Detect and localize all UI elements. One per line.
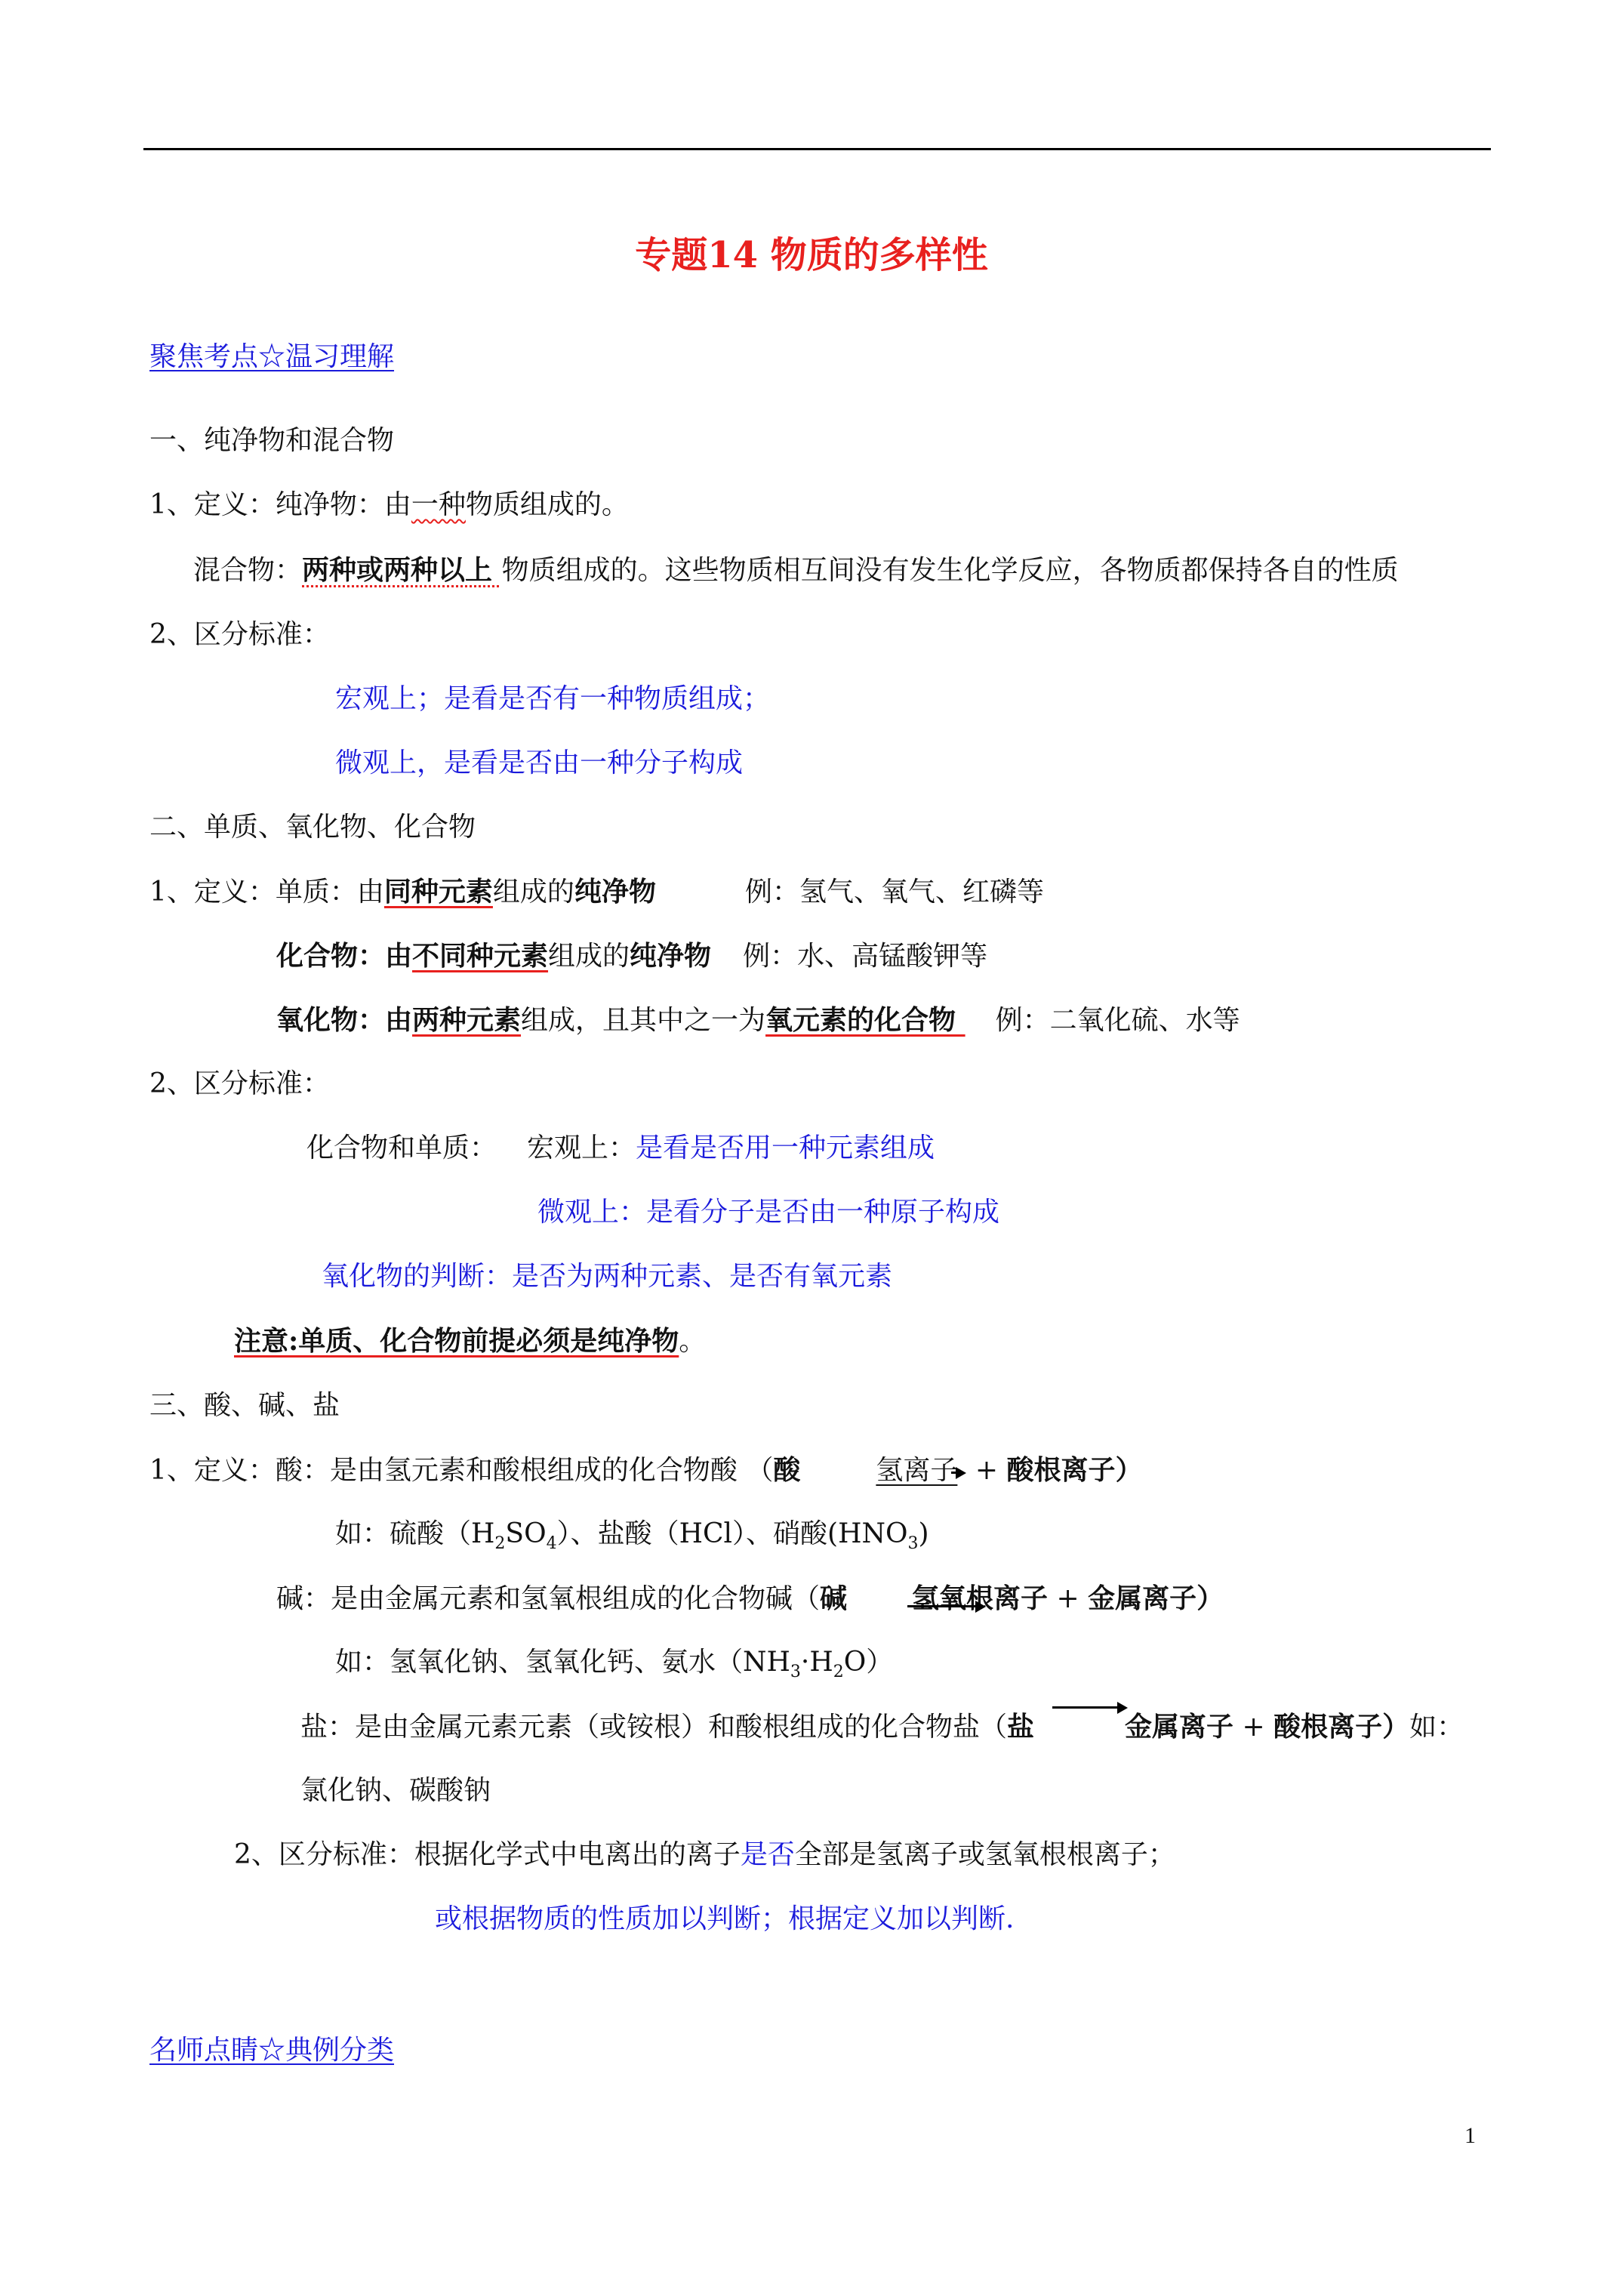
emphasis-text: 一种 <box>411 489 466 520</box>
definition-oxide <box>276 1000 1240 1040</box>
emphasis-text: 两种或两种以上 <box>302 554 502 586</box>
emphasis-text: 同种元素 <box>383 876 493 908</box>
heading-pure-and-mixture: 一、纯净物和混合物 <box>149 425 395 456</box>
text: + <box>1233 1712 1274 1743</box>
text: ·H <box>800 1647 833 1678</box>
text: 混合物： <box>193 555 303 586</box>
text: 物质组成的。这些物质相互间没有发生化学反应，各物质都保持各自的性质 <box>501 555 1399 586</box>
text: 如：氢氧化钠、氢氧化钙、氨水（NH <box>335 1647 790 1678</box>
header-rule <box>143 148 1491 150</box>
salt-examples: 氯化钠、碳酸钠 <box>300 1775 491 1806</box>
arrow-icon <box>1052 1703 1128 1711</box>
text: 是否 <box>740 1839 795 1870</box>
text: + <box>1048 1583 1089 1614</box>
text: 碱 <box>820 1583 848 1614</box>
micro-criterion: 微观上，是看是否由一种分子构成 <box>335 747 744 778</box>
text: 化合物：由 <box>276 940 413 972</box>
text: 碱：是由金属元素和氢氧根组成的化合物碱（ <box>276 1583 821 1614</box>
text: 盐：是由金属元素元素（或铵根）和酸根组成的化合物盐（ <box>300 1712 1008 1743</box>
emphasis-text: 纯净物 <box>574 876 656 908</box>
compound-vs-element-criterion <box>306 1129 935 1168</box>
definition-acid <box>149 1450 1142 1490</box>
arrow-icon <box>951 1469 966 1476</box>
text: 金属离子） <box>1088 1583 1224 1614</box>
page-title: 专题14 物质的多样性 <box>635 234 988 276</box>
text: 氢氧根离子 <box>912 1583 1049 1614</box>
text: 酸根离子） <box>1273 1711 1410 1743</box>
text: 全部是氢离子或氢氧根根离子； <box>794 1839 1175 1870</box>
text: 组成的 <box>548 941 630 972</box>
emphasis-text: 两种元素 <box>412 1004 522 1036</box>
text: 物质组成的。 <box>465 489 629 520</box>
macro-criterion: 宏观上；是看是否有一种物质组成； <box>335 683 771 714</box>
subscript: 4 <box>546 1534 557 1553</box>
emphasis-text: 纯净物 <box>630 940 712 972</box>
text: + <box>966 1455 1007 1486</box>
micro-criterion-atoms: 微观上：是看分子是否由一种原子构成 <box>537 1197 1000 1228</box>
text: ）、盐酸（HCl）、硝酸(HNO <box>556 1518 908 1549</box>
distinguish-by-properties: 或根据物质的性质加以判断；根据定义加以判断. <box>435 1903 1015 1934</box>
definition-mixture <box>193 550 1399 590</box>
note-text: 注意:单质、化合物前提必须是纯净物 <box>234 1325 679 1357</box>
text: 如：硫酸（H <box>335 1518 495 1549</box>
page-number: 1 <box>1464 2123 1476 2148</box>
distinguish-acid-base <box>234 1835 1175 1875</box>
emphasis-text: 氧元素的化合物 <box>765 1004 965 1036</box>
text: 如： <box>1409 1712 1464 1743</box>
heading-distinguish-1: 2、区分标准： <box>149 619 330 650</box>
definition-pure-substance <box>149 485 629 525</box>
note-pure-prerequisite <box>234 1321 706 1361</box>
subscript: 3 <box>790 1663 801 1681</box>
text: 宏观上： <box>527 1133 636 1163</box>
text: ) <box>918 1518 929 1549</box>
heading-acid-base-salt: 三、酸、碱、盐 <box>149 1390 340 1421</box>
heading-distinguish-2: 2、区分标准： <box>149 1068 330 1099</box>
emphasis-text: 不同种元素 <box>412 940 549 972</box>
subscript: 3 <box>907 1534 919 1553</box>
oxide-criterion: 氧化物的判断：是否为两种元素、是否有氧元素 <box>322 1261 893 1292</box>
text: 化合物和单质： <box>306 1133 497 1163</box>
definition-salt <box>300 1707 1464 1747</box>
text: 1、定义：酸：是由氢元素和酸根组成的化合物酸 （ <box>149 1455 774 1486</box>
text: 酸根离子） <box>1006 1454 1143 1486</box>
text: 2、区分标准：根据化学式中电离出的离子 <box>234 1839 741 1870</box>
section-link-teacher-examples[interactable]: 名师点睛☆典例分类 <box>149 2035 395 2066</box>
section-link-focus-points[interactable]: 聚焦考点☆温习理解 <box>149 341 395 372</box>
text: SO <box>505 1518 547 1549</box>
text: 酸 <box>773 1454 801 1486</box>
text: 1、定义：纯净物：由 <box>149 489 411 520</box>
definition-base <box>276 1579 1224 1619</box>
definition-element <box>149 872 1044 912</box>
criterion-text: 是看是否用一种元素组成 <box>636 1133 935 1163</box>
text: 金属离子 <box>1125 1711 1234 1743</box>
arrow-icon <box>907 1602 986 1610</box>
text: 。 <box>679 1326 707 1357</box>
subscript: 2 <box>494 1534 506 1553</box>
text: 组成的 <box>492 877 574 908</box>
text: O） <box>843 1647 894 1678</box>
base-examples <box>335 1643 893 1682</box>
text: 组成，且其中之一为 <box>521 1005 766 1036</box>
example-text: 例：水、高锰酸钾等 <box>743 941 988 972</box>
text: 氧化物：由 <box>276 1004 413 1036</box>
text: 盐 <box>1007 1711 1035 1743</box>
text: 1、定义：单质：由 <box>149 877 384 908</box>
subscript: 2 <box>833 1663 844 1681</box>
example-text: 例：二氧化硫、水等 <box>995 1005 1240 1036</box>
acid-examples <box>335 1515 929 1554</box>
text: 氢离子 <box>876 1455 958 1486</box>
example-text: 例：氢气、氧气、红磷等 <box>744 877 1044 908</box>
definition-compound <box>276 936 987 976</box>
heading-element-oxide-compound: 二、单质、氧化物、化合物 <box>149 812 476 843</box>
